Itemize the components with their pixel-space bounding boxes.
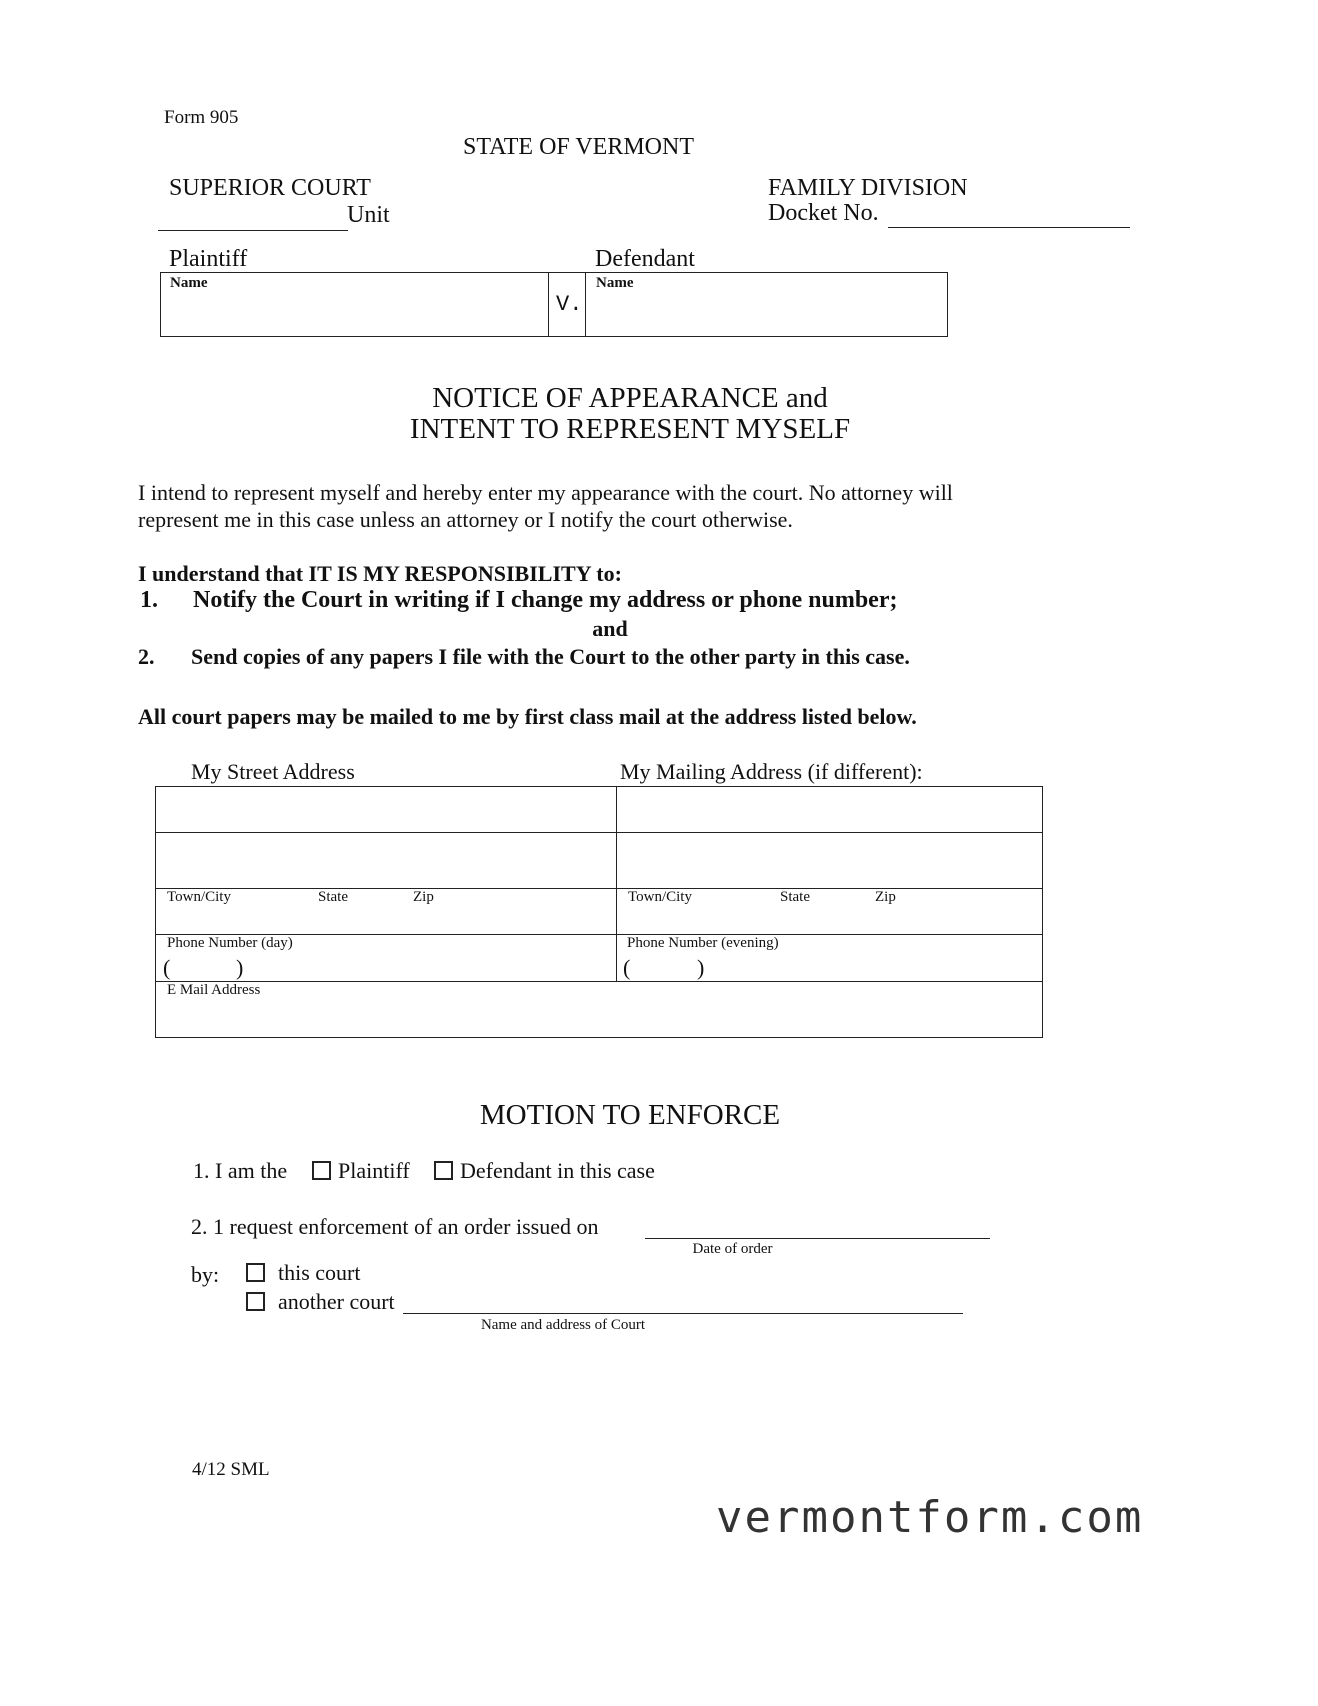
defendant-name-field[interactable] [592,292,944,332]
defendant-name-label: Name [596,275,634,291]
division-name: FAMILY DIVISION [768,175,968,201]
plaintiff-name-field[interactable] [166,292,544,332]
responsibility-heading: I understand that IT IS MY RESPONSIBILITY to: [138,561,622,586]
court-name-address-caption: Name and address of Court [480,1317,646,1333]
revision-code: 4/12 SML [192,1459,270,1480]
item2-text: Send copies of any papers I file with the Court to the other party in this case. [191,644,910,669]
street-state-label: State [318,889,348,905]
row-divider [155,888,1043,889]
mail-notice: All court papers may be mailed to me by first class mail at the address listed below. [138,704,917,729]
divider [585,272,586,337]
divider [548,272,549,337]
row-divider [155,832,1043,833]
email-field[interactable] [158,1002,1038,1034]
intro-line2: represent me in this case unless an attorney or I notify the court otherwise. [138,507,793,532]
street-zip-label: Zip [413,889,434,905]
plaintiff-checkbox[interactable] [312,1161,331,1180]
phone-evening-paren-open: ( [623,955,631,980]
item2-number: 2. [138,644,155,669]
street-town-state-zip-field[interactable] [158,906,613,932]
plaintiff-name-label: Name [170,275,208,291]
street-address-label: My Street Address [191,759,355,784]
docket-input-line[interactable] [888,227,1130,228]
unit-input-line[interactable] [158,230,348,231]
notice-title-line2: INTENT TO REPRESENT MYSELF [409,413,851,445]
this-court-checkbox[interactable] [246,1263,265,1282]
party-role-prefix: 1. I am the [193,1158,288,1183]
state-title: STATE OF VERMONT [463,134,694,160]
phone-evening-field[interactable] [712,955,1038,979]
unit-label: Unit [347,202,390,228]
phone-day-field[interactable] [250,955,612,979]
form-number: Form 905 [164,107,239,128]
and-text: and [592,616,628,641]
date-of-order-caption: Date of order [692,1241,773,1257]
mailing-address-line1-field[interactable] [619,789,1039,829]
enforcement-request-text: 2. 1 request enforcement of an order issued on [191,1214,599,1239]
mailing-town-state-zip-field[interactable] [619,906,1039,932]
defendant-checkbox[interactable] [434,1161,453,1180]
street-address-line1-field[interactable] [158,789,613,829]
phone-day-paren-close: ) [236,955,244,980]
mailing-address-label: My Mailing Address (if different): [620,759,923,784]
by-label: by: [191,1262,220,1287]
this-court-label: this court [278,1260,361,1285]
notice-title-line1: NOTICE OF APPEARANCE and [432,382,828,414]
plaintiff-label: Plaintiff [169,246,248,272]
phone-evening-label: Phone Number (evening) [627,935,779,951]
mailing-state-label: State [780,889,810,905]
mailing-town-label: Town/City [628,889,692,905]
item1-text: Notify the Court in writing if I change my address or phone number; [193,587,898,613]
defendant-option-label: Defendant in this case [460,1158,655,1183]
order-date-input-line[interactable] [645,1238,990,1239]
phone-day-paren-open: ( [163,955,171,980]
mailing-address-line2-field[interactable] [619,835,1039,885]
row-divider [155,981,1043,982]
versus-label: V. [556,292,583,317]
item1-number: 1. [140,587,158,613]
street-town-label: Town/City [167,889,231,905]
watermark: vermontform.com [716,1492,1144,1543]
column-divider [616,786,617,982]
defendant-label: Defendant [595,246,695,272]
phone-day-label: Phone Number (day) [167,935,293,951]
street-address-line2-field[interactable] [158,835,613,885]
phone-evening-paren-close: ) [697,955,705,980]
docket-label: Docket No. [768,200,879,226]
intro-line1: I intend to represent myself and hereby enter my appearance with the court. No attorney will [138,480,953,505]
mailing-zip-label: Zip [875,889,896,905]
plaintiff-option-label: Plaintiff [338,1158,410,1183]
email-label: E Mail Address [167,982,261,998]
court-name-address-input-line[interactable] [403,1313,963,1314]
another-court-label: another court [278,1289,395,1314]
court-name: SUPERIOR COURT [169,175,371,201]
another-court-checkbox[interactable] [246,1292,265,1311]
motion-title: MOTION TO ENFORCE [479,1099,781,1131]
